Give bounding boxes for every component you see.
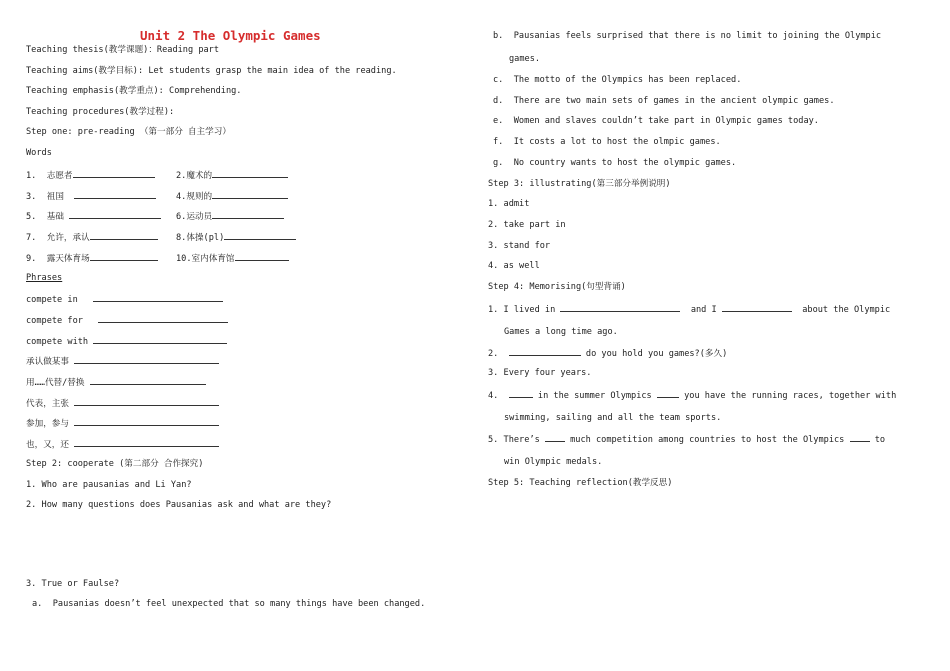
phrase-item: compete in [26,292,223,306]
phrase-item: 代表，主张 [26,396,219,410]
teaching-aims: Teaching aims(教学目标): Let students grasp the main idea of the reading. [26,66,397,76]
word-item: 9. 露天体育场 [26,251,158,265]
word-item: 3. 祖国 [26,189,156,203]
page-title: Unit 2 The Olympic Games [140,28,321,43]
question-1: 1. Who are pausanias and Li Yan? [26,480,192,490]
word-item: 5. 基础 [26,209,161,223]
word-item: 1. 志愿者 [26,168,155,182]
word-item: 10.室内体育馆 [176,251,289,265]
memorise-sentence-4-cont: swimming, sailing and all the team sports. [504,413,722,423]
illustrate-item: 2. take part in [488,220,566,230]
word-item: 8.体操(pl) [176,230,296,244]
word-item: 4.规则的 [176,189,288,203]
true-false-item: g. No country wants to host the olympic games. [493,158,737,168]
true-false-item-cont: games. [509,54,541,64]
teaching-emphasis: Teaching emphasis(教学重点): Comprehending. [26,86,242,96]
question-3: 3. True or Faulse? [26,579,120,589]
illustrate-item: 4. as well [488,261,540,271]
step-two-heading: Step 2: cooperate (第二部分 合作探究) [26,459,204,469]
true-false-item: e. Women and slaves couldn’t take part in Olympic games today. [493,116,819,126]
true-false-item: a. Pausanias doesn’t feel unexpected that so many things have been changed. [32,599,426,609]
words-label: Words [26,148,52,158]
memorise-sentence-2: 2. do you hold you games?(多久) [488,346,727,360]
phrase-item: compete with [26,334,227,348]
phrase-item: 参加，参与 [26,416,219,430]
illustrate-item: 3. stand for [488,241,551,251]
memorise-sentence-5: 5. There’s much competition among countries to host the Olympics to [488,432,885,446]
phrase-item: 承认做某事 [26,354,219,368]
word-item: 6.运动员 [176,209,284,223]
step-three-heading: Step 3: illustrating(第三部分举例说明) [488,179,671,189]
phrase-item: compete for [26,313,228,327]
teaching-thesis: Teaching thesis(教学课题)：Reading part [26,45,220,55]
true-false-item: c. The motto of the Olympics has been replaced. [493,75,742,85]
memorise-sentence-3: 3. Every four years. [488,368,592,378]
step-four-heading: Step 4: Memorising(句型背诵) [488,282,626,292]
memorise-sentence-1-cont: Games a long time ago. [504,327,618,337]
phrase-item: 也，又，还 [26,437,219,451]
memorise-sentence-4: 4. in the summer Olympics you have the running races, together with [488,388,896,402]
question-2: 2. How many questions does Pausanias ask and what are they? [26,500,332,510]
true-false-item: f. It costs a lot to host the olmpic games. [493,137,721,147]
phrase-item: 用……代替/替换 [26,375,206,389]
teaching-procedures: Teaching procedures(教学过程): [26,107,175,117]
phrases-label: Phrases [26,273,63,283]
step-five-heading: Step 5: Teaching reflection(教学反思) [488,478,673,488]
illustrate-item: 1. admit [488,199,530,209]
word-item: 2.魔术的 [176,168,288,182]
memorise-sentence-5-cont: win Olympic medals. [504,457,603,467]
word-item: 7. 允许，承认 [26,230,158,244]
true-false-item: b. Pausanias feels surprised that there is no limit to joining the Olympic [493,31,882,41]
step-one-heading: Step one: pre-reading （第一部分 自主学习） [26,127,231,137]
memorise-sentence-1: 1. I lived in and I about the Olympic [488,302,890,316]
true-false-item: d. There are two main sets of games in the ancient olympic games. [493,96,835,106]
